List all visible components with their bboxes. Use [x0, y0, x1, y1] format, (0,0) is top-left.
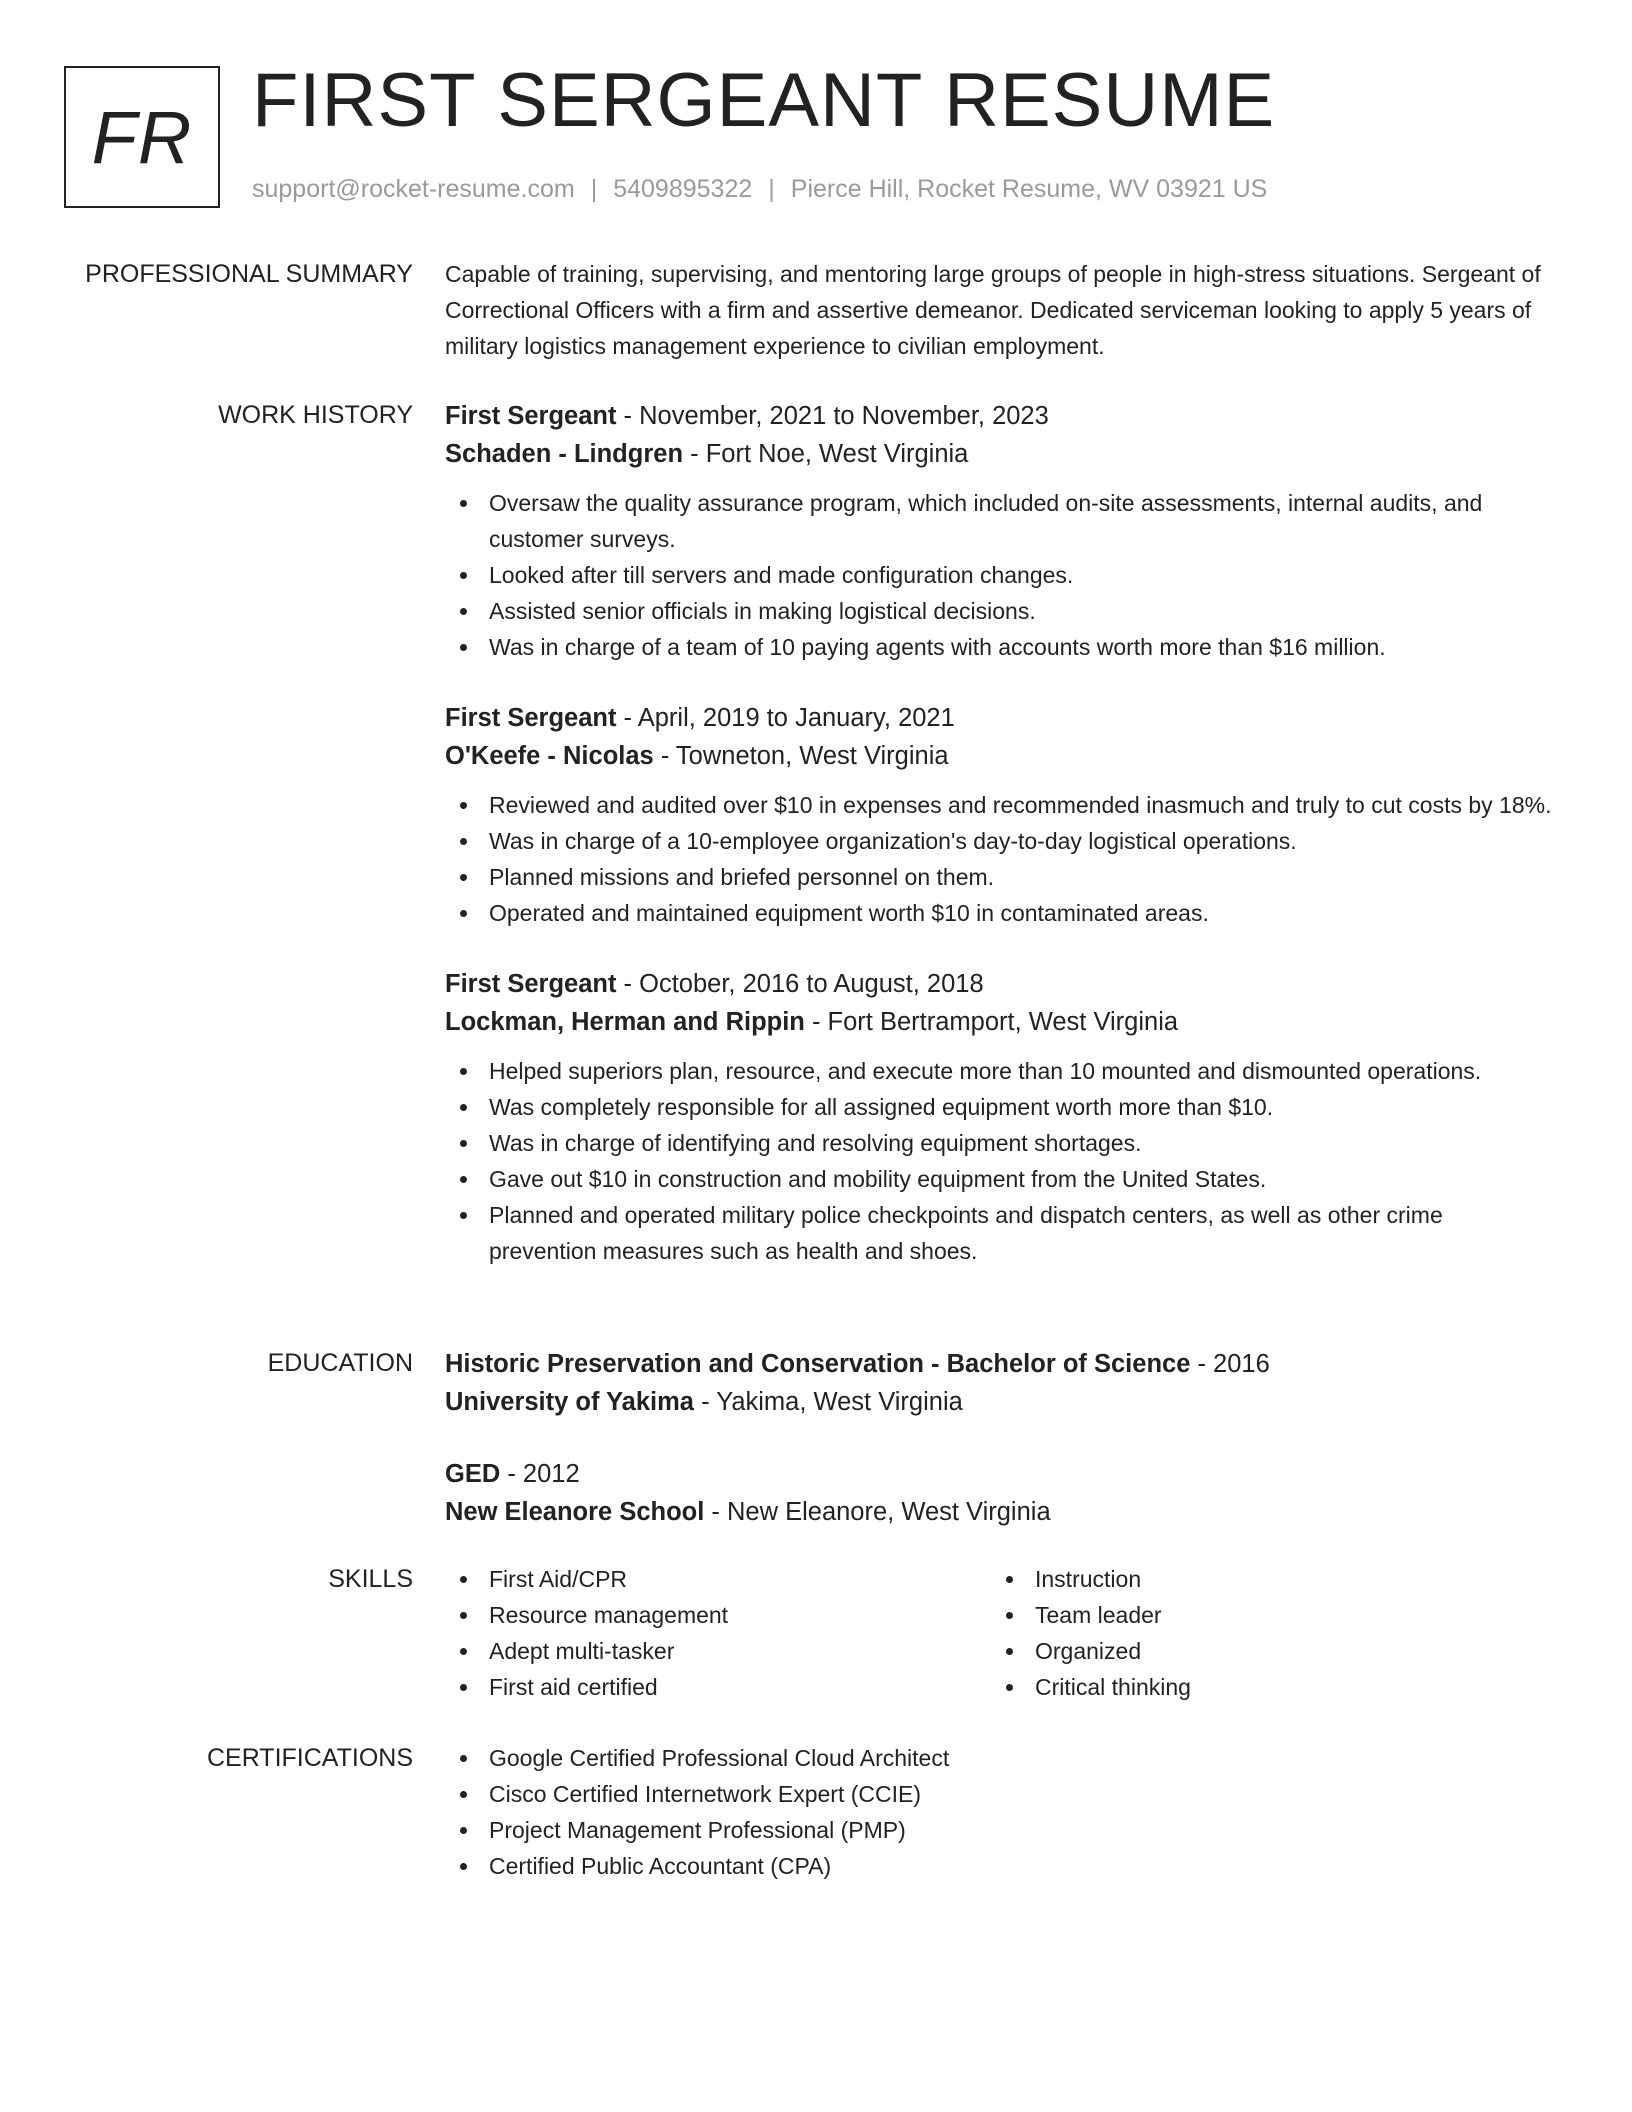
contact-email: support@rocket-resume.com [252, 175, 575, 203]
contact-line [252, 172, 1267, 206]
summary-text: Capable of training, supervising, and mentoring large groups of people in high-stress situations. Sergeant of Correctional Officers with a firm and assertive demeanor. Dedicated serviceman looking to apply 5 years of military logistics management experience to civilian employment. [445, 261, 1541, 359]
list-item: Certified Public Accountant (CPA) [445, 1848, 1555, 1884]
list-item: Instruction [991, 1561, 1537, 1597]
job-location: - Fort Noe, West Virginia [683, 440, 969, 468]
job-dates: - October, 2016 to August, 2018 [616, 970, 984, 998]
school-location: - Yakima, West Virginia [694, 1388, 963, 1416]
list-item: Was completely responsible for all assigned equipment worth more than $10. [445, 1089, 1555, 1125]
job-company-line [445, 435, 1555, 473]
job-title-line [445, 699, 1555, 737]
list-item: Was in charge of a 10-employee organization's day-to-day logistical operations. [445, 823, 1555, 859]
certifications-list [445, 1740, 1555, 1884]
skills-column-left [445, 1561, 991, 1705]
list-item: Assisted senior officials in making logistical decisions. [445, 593, 1555, 629]
job-entry [445, 397, 1555, 665]
list-item: Critical thinking [991, 1669, 1537, 1705]
contact-separator: | [590, 175, 598, 203]
list-item: Cisco Certified Internetwork Expert (CCIE) [445, 1776, 1555, 1812]
section-label: SKILLS [328, 1565, 413, 1593]
job-location: - Fort Bertramport, West Virginia [804, 1008, 1179, 1036]
skills-list [445, 1561, 991, 1705]
list-item: Helped superiors plan, resource, and execute more than 10 mounted and dismounted operations. [445, 1053, 1555, 1089]
list-item: Planned and operated military police checkpoints and dispatch centers, as well as other crime prevention measures such as health and shoes. [445, 1197, 1555, 1269]
list-item: Operated and maintained equipment worth $10 in contaminated areas. [445, 895, 1555, 931]
job-location: - Towneton, West Virginia [653, 742, 949, 770]
resume-title: FIRST SERGEANT RESUME [252, 58, 1276, 143]
job-company-line [445, 1003, 1555, 1041]
job-title: First Sergeant [445, 704, 617, 732]
list-item: Resource management [445, 1597, 991, 1633]
skills-list [991, 1561, 1537, 1705]
degree-line [445, 1345, 1555, 1383]
job-title: First Sergeant [445, 970, 617, 998]
section-label: EDUCATION [267, 1349, 413, 1377]
skills-column-right [991, 1561, 1537, 1705]
list-item: Was in charge of identifying and resolving equipment shortages. [445, 1125, 1555, 1161]
school: University of Yakima [445, 1388, 694, 1416]
job-title-line [445, 965, 1555, 1003]
list-item: Reviewed and audited over $10 in expenses and recommended inasmuch and truly to cut costs by 18%. [445, 787, 1555, 823]
section-label: PROFESSIONAL SUMMARY [85, 260, 413, 288]
job-company: Lockman, Herman and Rippin [445, 1008, 805, 1036]
contact-phone: 5409895322 [613, 175, 753, 203]
degree: GED [445, 1460, 501, 1488]
job-bullets [445, 485, 1555, 665]
skills-grid [445, 1561, 1555, 1705]
list-item: First aid certified [445, 1669, 991, 1705]
job-company-line [445, 737, 1555, 775]
job-entry [445, 699, 1555, 931]
job-dates: - November, 2021 to November, 2023 [616, 402, 1049, 430]
list-item: Looked after till servers and made configuration changes. [445, 557, 1555, 593]
job-bullets [445, 787, 1555, 931]
section-label: CERTIFICATIONS [206, 1744, 413, 1772]
list-item: First Aid/CPR [445, 1561, 991, 1597]
contact-separator: | [768, 175, 775, 203]
monogram-initials: FR [91, 95, 193, 179]
list-item: Team leader [991, 1597, 1537, 1633]
degree: Historic Preservation and Conservation - Bachelor of Science [445, 1350, 1191, 1378]
list-item: Project Management Professional (PMP) [445, 1812, 1555, 1848]
school: New Eleanore School [445, 1498, 705, 1526]
job-bullets [445, 1053, 1555, 1269]
list-item: Organized [991, 1633, 1537, 1669]
degree-line [445, 1455, 1555, 1493]
school-line [445, 1493, 1555, 1531]
contact-address: Pierce Hill, Rocket Resume, WV 03921 US [790, 175, 1268, 203]
education-entry [445, 1455, 1555, 1531]
job-company: Schaden - Lindgren [445, 440, 684, 468]
job-entry [445, 965, 1555, 1269]
school-location: - New Eleanore, West Virginia [704, 1498, 1051, 1526]
degree-year: - 2012 [500, 1460, 580, 1488]
list-item: Adept multi-tasker [445, 1633, 991, 1669]
education-entry [445, 1345, 1555, 1421]
job-dates: - April, 2019 to January, 2021 [616, 704, 955, 732]
job-company: O'Keefe - Nicolas [445, 742, 654, 770]
list-item: Planned missions and briefed personnel on them. [445, 859, 1555, 895]
list-item: Was in charge of a team of 10 paying agents with accounts worth more than $16 million. [445, 629, 1555, 665]
job-title-line [445, 397, 1555, 435]
list-item: Google Certified Professional Cloud Architect [445, 1740, 1555, 1776]
degree-year: - 2016 [1190, 1350, 1270, 1378]
section-label: WORK HISTORY [218, 401, 413, 429]
job-title: First Sergeant [445, 402, 617, 430]
monogram-badge [64, 66, 220, 208]
school-line [445, 1383, 1555, 1421]
list-item: Oversaw the quality assurance program, which included on-site assessments, internal audits, and customer surveys. [445, 485, 1555, 557]
list-item: Gave out $10 in construction and mobility equipment from the United States. [445, 1161, 1555, 1197]
